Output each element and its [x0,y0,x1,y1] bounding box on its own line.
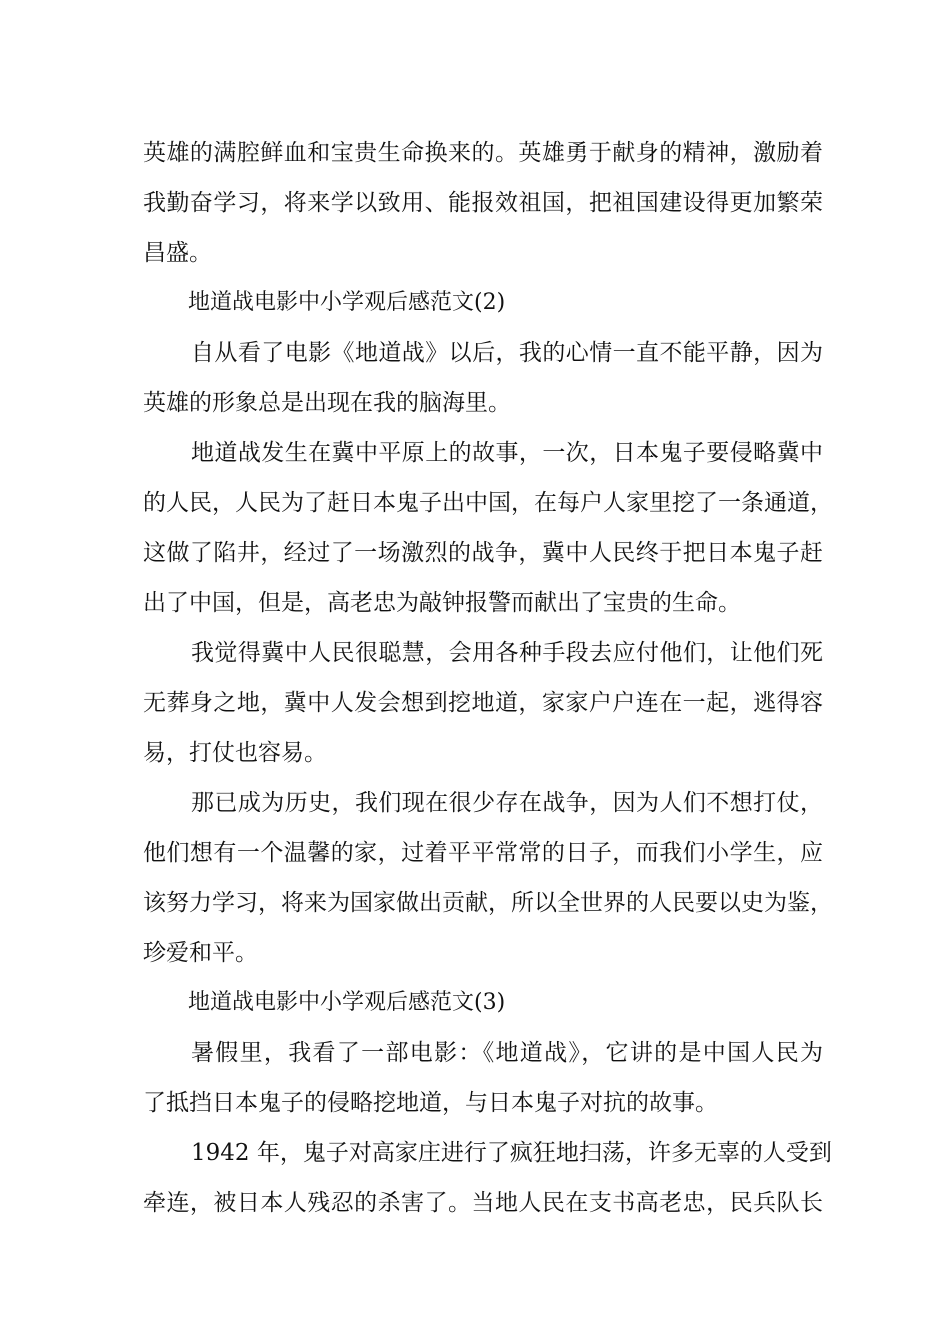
document-body [143,128,833,1228]
section-heading-2: 地道战电影中小学观后感范文(2) [188,290,506,315]
text-line: 他们想有一个温馨的家，过着平平常常的日子，而我们小学生，应 [143,840,823,866]
text-line: 这做了陷井，经过了一场激烈的战争，冀中人民终于把日本鬼子赶 [143,540,823,566]
text-line: 那已成为历史，我们现在很少存在战争，因为人们不想打仗， [191,790,823,816]
text-line: 牵连，被日本人残忍的杀害了。当地人民在支书高老忠，民兵队长 [143,1190,823,1216]
paragraph [143,778,833,978]
text-line: 的人民，人民为了赶日本鬼子出中国，在每户人家里挖了一条通道， [143,490,833,516]
text-line: 该努力学习，将来为国家做出贡献，所以全世界的人民要以史为鉴， [143,890,833,916]
text-line: 昌盛。 [143,240,212,266]
paragraph [143,428,833,628]
text-line: 暑假里，我看了一部电影：《地道战》，它讲的是中国人民为 [191,1040,823,1066]
paragraph [143,128,823,278]
text-line: 出了中国，但是，高老忠为敲钟报警而献出了宝贵的生命。 [143,590,741,616]
text-line: 无葬身之地，冀中人发会想到挖地道，家家户户连在一起，逃得容 [143,690,823,716]
text-line: 英雄的形象总是出现在我的脑海里。 [143,390,511,416]
text-line: 自从看了电影《地道战》以后，我的心情一直不能平静，因为 [191,340,823,366]
section-heading-3: 地道战电影中小学观后感范文(3) [188,990,506,1015]
text-line: 了抵挡日本鬼子的侵略挖地道，与日本鬼子对抗的故事。 [143,1090,718,1116]
text-line: 1942 年，鬼子对高家庄进行了疯狂地扫荡，许多无辜的人受到 [191,1140,832,1166]
text-line: 地道战发生在冀中平原上的故事，一次，日本鬼子要侵略冀中 [191,440,823,466]
text-line: 珍爱和平。 [143,940,258,966]
paragraph [143,628,823,778]
paragraph [143,1028,823,1128]
text-line: 英雄的满腔鲜血和宝贵生命换来的。英雄勇于献身的精神，激励着 [143,140,823,166]
text-line: 易，打仗也容易。 [143,740,327,766]
text-line: 我觉得冀中人民很聪慧，会用各种手段去应付他们，让他们死 [191,640,823,666]
paragraph [143,1128,832,1228]
text-line: 我勤奋学习，将来学以致用、能报效祖国，把祖国建设得更加繁荣 [143,190,823,216]
paragraph [143,328,823,428]
